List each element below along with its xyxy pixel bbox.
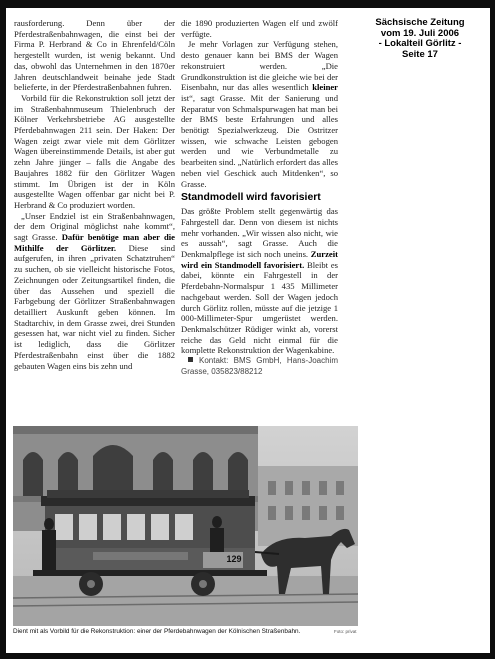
photo-credit: Foto: privat xyxy=(334,629,357,634)
horse-tram-illustration xyxy=(13,426,358,626)
paragraph xyxy=(181,39,338,189)
paragraph-bold-text: kleiner xyxy=(312,82,338,93)
source-section: - Lokalteil Görlitz - xyxy=(378,38,462,49)
paragraph-text: Bleibt es dabei, könnte ein Fahrgestell in der Pferdebahn-Normalspur 1 435 Millimeter nachgebaut werden. Soll der Wagen jedoch durch Görlitz rollen, müsste auf die jetzige 1 000-Millimeter-Spur umgerüstet werden. Denkmalschützer Rüdiger winkt ab, vorerst reiche das Geld nicht einmal für die komplette Rekonstruktion der Wagenkabine. xyxy=(181,259,339,356)
contact-info xyxy=(181,356,338,377)
paragraph-text: ist“, sagt Grasse. Mit der Sanierung und Reparatur von Schmalspurwagen hat man bei der BMS beste Erfahrungen und alles benötigt Spezialwerkzeug. Die Ostritzer wissen, wie schwache Leisten gebogen werden und wie Verbundmetalle zu bearbeiten sind. „Natürlich erfordert das alles neben viel Geschick auch Mitdenken“, so Grasse. xyxy=(181,92,338,189)
contact-text: Kontakt: BMS GmbH, Hans-Joachim Grasse, 035823/88212 xyxy=(181,356,338,376)
subheading: Standmodell wird favorisiert xyxy=(181,192,321,204)
paragraph-bold-text: Dafür benötige man aber die Mithilfe der Görlitzer. xyxy=(14,232,175,253)
source-page: Seite 17 xyxy=(402,48,438,60)
paragraph: rausforderung. Denn über der Pferdestraßenbahnwagen, die einst bei der Firma P. Herbrand & Co in Ehrenfeld/Cöln hergestellt wurden, ist wenig bekannt. Und das, obwohl das Unternehmen in den 1870er Jahren deutschlandweit beinahe jede Stadt belieferte, in der Pferdestraßenbahnen fuhren. xyxy=(14,18,175,93)
paragraph-text: Je mehr Vorlagen zur Verfügung stehen, desto genauer kann bei BMS der Wagen rekonstruiert werden. „Die Grundkonstruktion ist die gleiche wie bei der Eisenbahn, nur das alles wesentlich xyxy=(181,39,338,93)
bullet-square-icon xyxy=(188,357,193,362)
photo-caption: Dient mit als Vorbild für die Rekonstruktion: einer der Pferdebahnwagen der Kölnischen Straßenbahn. xyxy=(13,628,301,635)
source-newspaper: Sächsische Zeitung xyxy=(375,17,465,28)
paragraph: Vorbild für die Rekonstruktion soll jetzt der im Straßenbahnmuseum Thielenbruch der Kölner Verkehrsbetriebe AG ausgestellte Pferdebahnwagen 211 sein. Der Haken: Der Wagen zeigt zwar viele mit dem Görlitzer Wagen übereinstimmende Details, ist aber gut zehn Jahre jünger – falls die Angabe des Baujahres 1882 für den Görlitzer Wagen stimmt. Im Übrigen ist der in Köln ausgestellte Wagen offenbar gar nicht bei P. Herbrand & Co produziert worden. xyxy=(14,92,175,210)
paragraph-text: Diese sind aufgerufen, in ihren „privaten Schatztruhen“ zu suchen, ob sie vielleicht historische Fotos, Zeichnungen oder Zeitungsartikel finden, die über das Aussehen und speziell die Farbgebung der Görlitzer Straßenbahnwagen detailliert Auskunft geben können. Im Stadtarchiv, in dem Grasse zwei, drei Stunden gesessen hat, war nicht viel zu finden. Sicher ist lediglich, dass die Görlitzer Pferdestraßenbahn einst über die 1882 gebauten Wagen eins bis zehn und xyxy=(14,242,175,371)
source-label xyxy=(368,18,472,60)
paragraph xyxy=(14,211,175,372)
tram-car-number: 129 xyxy=(226,554,242,564)
paragraph-bold-text: Zurzeit wird ein Standmodell favorisiert. xyxy=(181,249,338,270)
article-column-1 xyxy=(14,18,175,371)
article-column-2 xyxy=(181,18,338,377)
paragraph-text: Das größte Problem stellt gegenwärtig das Fahrgestell dar. Denn von diesem ist nichts mehr vorhanden. „Wir wissen also nicht, wie es aussah“, sagt Grasse. Auch die Denkmalpflege ist sich noch uneins. xyxy=(181,206,338,260)
paragraph-text: „Unser Endziel ist ein Straßenbahnwagen, der dem Original möglichst nahe kommt“, sagt Grasse. xyxy=(14,210,175,243)
paragraph xyxy=(181,206,338,356)
historic-tram-photo xyxy=(13,426,358,626)
source-date: vom 19. Juli 2006 xyxy=(380,27,460,39)
paragraph: die 1890 produzierten Wagen elf und zwölf verfügte. xyxy=(181,18,338,39)
